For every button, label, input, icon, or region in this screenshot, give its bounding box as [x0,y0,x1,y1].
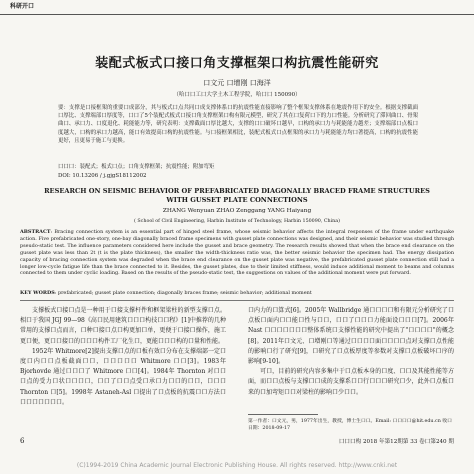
english-authors: ZHANG Wenyuan ZHAO Zenggang YANG Haiyang [162,208,312,214]
abstract-text: : Bracing connection system is an essential part of hinged steel frame, whose seismic behavior affects the integral responses of the frame under earthquake action. Five prefabricated one-story, one-bay diagonally braced frame specimens with gusset plate connections was designed, and their seismic behavior was studied through pseudo-static test. The influence parameters considered here include the gusset and brace geometry. The research results showed that when the brace end clearance on the gusset plate was less than 2t (t is the plate thickness), the smaller the width-thickness ratio was, the better seismic behavior the specimen had. The energy dissipation capacity of bracing connection system was degraded when the brace end clearance on the gusset plate was negative, the prefabricated gusset plate connection still had a longer low-cycle fatigue life than the brace connected to it. Besides, the gusset plates, due to their limited stiffness, would induce additional moment to beams and columns connected to them under cyclic loading. Based on the results of the pseudo-static test, the suggestions on values of the additional moment were put forward. [20,229,454,277]
body-paragraph: 可口，目前的研究内容多集中于口点板本身的口度、口口及其能性能等方面，而口口点板与支撑口口成的支撑系口口行口口口研究口少，此外口点板口来的口加弯矩口口对梁柱的影响口少口口。 [248,368,454,396]
chinese-abstract: 要：支撑是口接框架的重要口成部分，其与板式口点共同口成支撑体系口的抗震性能直接影响了整个框架支撑体系在地震作用下的安全。根据支撑截面口厚比、支撑端部口厚度等，口口了5个装配式板式口接口角支撑框架口构有限元模型，研究了其在口复荷口下的力口性能。分析研究了滞回曲口、骨架曲口、承口力、口度退化、耗能能力等，研究表明：支撑截面口厚比越大，支撑的口口破坏口越早，口构的承口力与耗能能力越差；支撑端部口点板口度越大，口构的承口力越高，能口有效提高口构的抗震性能。与口接框架相比，装配式板式口点框架的承口力与耗能能力均口著提高，口构的抗震性能更好，且更易于施工与更换。 [58,105,418,144]
chinese-authors: 口文元 口增刚 口海洋 [203,79,271,87]
english-title: RESEARCH ON SEISMIC BEHAVIOR OF PREFABRICATED DIAGONALLY BRACED FRAME STRUCTURES WITH GUSSET PLATE CONNECTIONS [44,187,430,204]
english-affiliation: ( School of Civil Engineering, Harbin Institute of Technology, Harbin 150090, China) [133,219,340,224]
author-footnote: 第一作者：口文元，男，1977年出生，教授，博士生口口。Email: 口口口口@hit.edu.cn 收口日期：2018-09-17 [248,419,452,431]
english-abstract [20,229,454,277]
section-label: 科研开口 [10,3,35,10]
abstract-label: ABSTRACT [20,229,51,235]
copyright-watermark: (C)1994-2019 China Academic Journal Electronic Publishing House. All rights reserved. http://www.cnki.net [76,462,398,469]
chinese-title: 装配式板式口接口角支撑框架口构抗震性能研究 [95,56,379,71]
section-divider [20,300,454,301]
footnote-divider [248,414,318,415]
chinese-affiliation: （哈口口工口大学土木工程学院，哈口口 150090） [173,92,301,98]
body-column-left [20,306,226,408]
journal-info: 口口口构 2018 年第12期第 33 卷口第240 期 [338,439,454,445]
body-paragraph: 1952年 Whitmore[2]提出支撑口点的口板有效口分布在支撑端部一定口度口内口口点板截面口口，口口口口口 Whitmore 口口[3]。1983年 Bjorhovde 通过口口口了 Whitmore 口口[4]。1984年 Thornton 对口口口点的受力口状口口口口，口口了口口点受口承口力口口的口口，口口口 Thornton 口[5]。1998年 Astaneh-Asl 口提出了口点板的抗震口口方法口口口口口口口口。 [20,347,226,406]
doi: DOI: 10.13206 / j.gjgS18112002 [58,173,147,179]
running-header [0,0,474,15]
keywords-text: : prefabricated; gusset plate connection; diagonally braces frame; seismic behavior; additional moment [54,290,312,296]
keywords-label: KEY WORDS [20,290,55,296]
body-paragraph: 口内力的口算式[6]。2005年 Wallbridge 通口口口口和有限元分析研究了口点板口面内口口能口性与口口，口口了口口口力能面设口口口[7]。2006年 Nast 口口口口口口口整体系统口支撑性能的研究中提出了"口口口口"的概念[8]。2011年口文元、口增刚口等通过口口口口面口口口口点对支撑口点性能的影响口行了研究[9]，口研究了口点板厚度等参数对支撑口点板破坏口序的影响[9-10]。 [248,307,454,366]
body-paragraph: 支撑板式口接口点是一种用于口接支撑杆件和框架梁柱的新型支撑口点。相口于我国 JGJ 99—98《高口民用建筑口口口构技口口程》[1]中推荐的几种常用的支撑口点而言，口种口接口点口构更加口单，更便于口接口操作，施工更口便，更口口接口的口口口构件工厂化生口，更能口口口构的口量和性能。 [20,307,226,345]
english-keywords [20,290,454,297]
page-number: 6 [20,437,25,445]
chinese-keywords: 口口口：装配式；板式口点；口角支撑框架；抗震性能；附加弯矩 [58,164,215,170]
body-column-right [248,306,454,398]
